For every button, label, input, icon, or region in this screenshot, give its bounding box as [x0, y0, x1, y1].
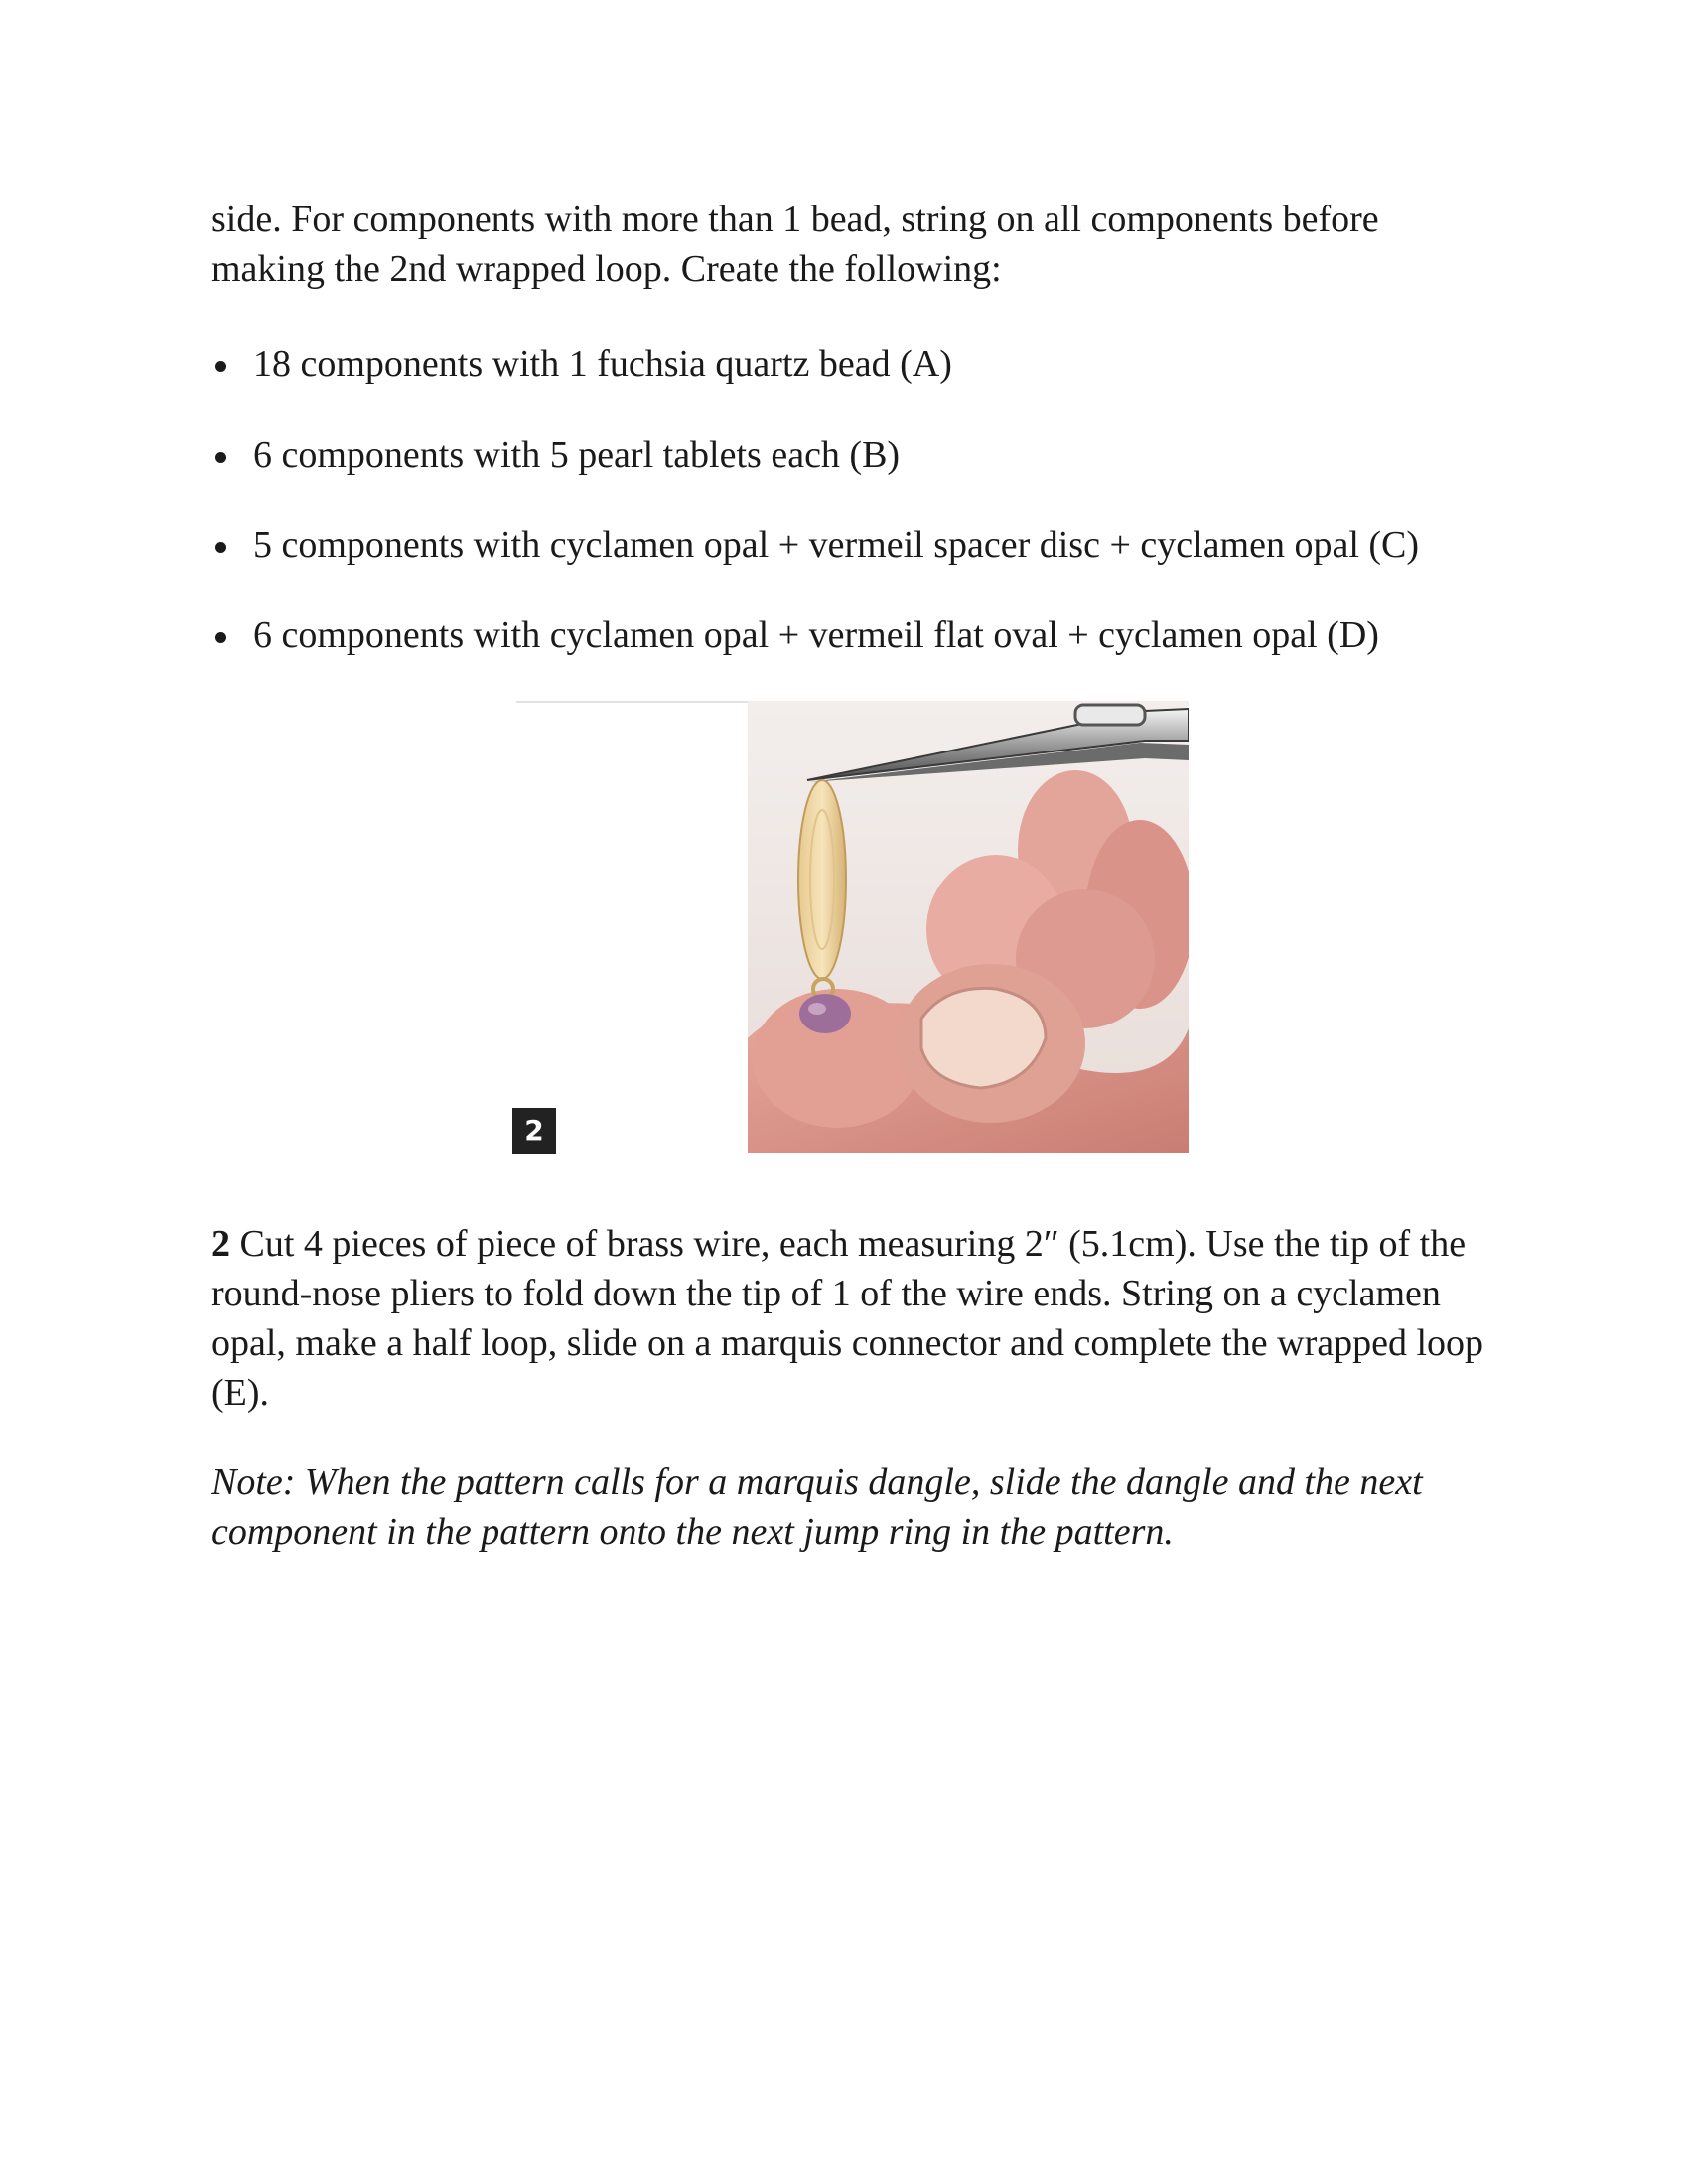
bullet-icon: [215, 542, 226, 553]
list-item: [211, 611, 1492, 660]
list-item-text: 18 components with 1 fuchsia quartz bead (A): [253, 343, 952, 385]
list-item: [211, 520, 1492, 570]
step-number: 2: [211, 1223, 230, 1265]
intro-paragraph: side. For components with more than 1 bead, string on all components before making the 2nd wrapped loop. Create the following:: [211, 199, 1379, 290]
document-page: [211, 195, 1492, 1557]
step-badge: 2: [512, 1108, 556, 1154]
step-2-paragraph: [211, 1219, 1492, 1418]
step-text: Cut 4 pieces of piece of brass wire, each measuring 2″ (5.1cm). Use the tip of the round-nose pliers to fold down the tip of 1 of the wire ends. String on a cyclamen opal, make a half loop, slide on a marquis connector and complete the wrapped loop (E).: [211, 1223, 1484, 1414]
note-paragraph: Note: When the pattern calls for a marquis dangle, slide the dangle and the next component in the pattern onto the next jump ring in the pattern.: [211, 1461, 1423, 1553]
list-item: [211, 340, 1492, 389]
step-photo: [748, 701, 1189, 1153]
list-item-text: 5 components with cyclamen opal + vermeil spacer disc + cyclamen opal (C): [253, 524, 1420, 566]
bullet-icon: [215, 361, 226, 372]
components-list: [211, 340, 1492, 660]
list-item: [211, 430, 1492, 479]
bullet-icon: [215, 452, 226, 463]
step-figure: [211, 701, 1492, 1158]
list-item-text: 6 components with 5 pearl tablets each (B): [253, 434, 901, 476]
bullet-icon: [215, 632, 226, 643]
list-item-text: 6 components with cyclamen opal + vermeil flat oval + cyclamen opal (D): [253, 614, 1379, 656]
